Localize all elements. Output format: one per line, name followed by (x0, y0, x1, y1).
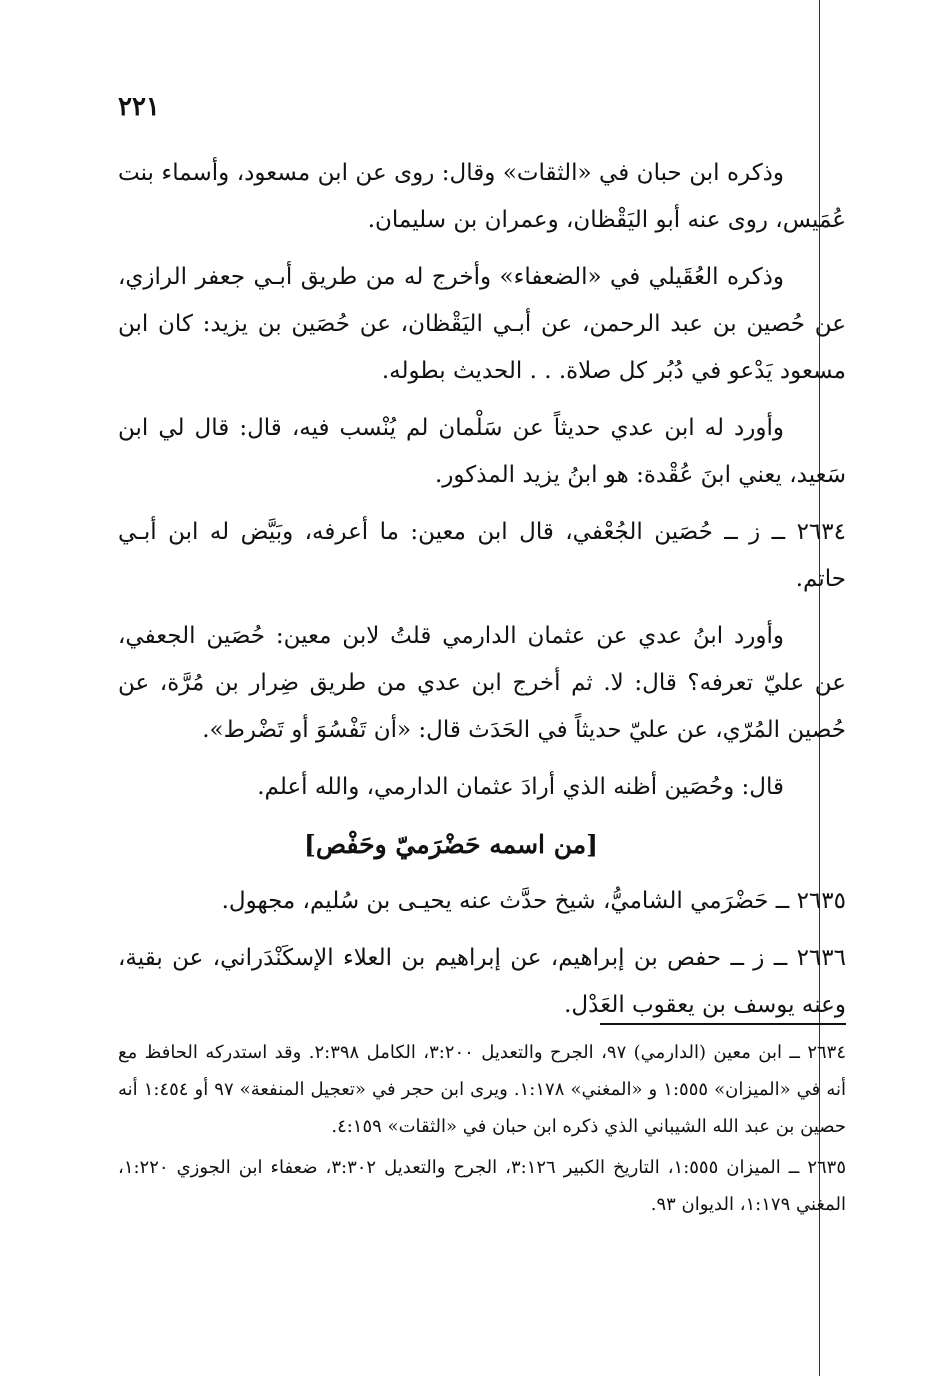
paragraph: وأورد له ابن عدي حديثاً عن سَلْمان لم يُنْسب فيه، قال: قال لي ابن سَعيد، يعني ابنَ عُقْدة: هو ابنُ يزيد المذكور. (118, 415, 846, 488)
page-number: ٢٢١ (118, 92, 160, 122)
section-heading: [من اسمه حَضْرَميّ وحَفْص] (304, 830, 598, 859)
footnotes (118, 1034, 846, 1227)
paragraph: وذكره ابن حبان في «الثقات» وقال: روى عن ابن مسعود، وأسماء بنت عُمَيس، روى عنه أبو اليَقْظان، وعمران بن سليمان. (118, 160, 846, 233)
main-text (118, 150, 846, 1039)
footnote-2635: ٢٦٣٥ ــ الميزان ١:٥٥٥، التاريخ الكبير ٣:١٢٦، الجرح والتعديل ٣:٣٠٢، ضعفاء ابن الجوزي ١:٢٢٠، المغني ١:١٧٩، الديوان ٩٣. (118, 1157, 847, 1215)
entry-2635: ٢٦٣٥ ــ حَضْرَمي الشاميُّ، شيخ حدَّث عنه يحيـى بن سُليم، مجهول. (221, 888, 846, 914)
entry-2634: ٢٦٣٤ ــ ز ــ حُصَين الجُعْفي، قال ابن معين: ما أعرفه، وبَيَّض له ابن أبـي حاتم. (118, 519, 846, 592)
footnote-divider (600, 1023, 846, 1025)
paragraph: وذكره العُقَيلي في «الضعفاء» وأخرج له من طريق أبـي جعفر الرازي، عن حُصين بن عبد الرحمن، عن أبـي اليَقْظان، عن حُصَين بن يزيد: كان ابن مسعود يَدْعو في دُبُر كل صلاة. . . الحديث بطوله. (118, 264, 846, 384)
paragraph: قال: وحُصَين أظنه الذي أرادَ عثمان الدارمي، والله أعلم. (257, 774, 784, 800)
footnote-2634: ٢٦٣٤ ــ ابن معين (الدارمي) ٩٧، الجرح والتعديل ٣:٢٠٠، الكامل ٢:٣٩٨. وقد استدركه الحافظ مع أنه في «الميزان» ١:٥٥٥ و «المغني» ١:١٧٨. ويرى ابن حجر في «تعجيل المنفعة» ٩٧ أو ١:٤٥٤ أنه حصين بن عبد الله الشيباني الذي ذكره ابن حبان في «الثقات» ٤:١٥٩. (118, 1042, 847, 1137)
entry-2636: ٢٦٣٦ ــ ز ــ حفص بن إبراهيم، عن إبراهيم بن العلاء الإسكَنْدَراني، عن بقية، وعنه يوسف بن يعقوب العَدْل. (118, 945, 846, 1018)
paragraph: وأورد ابنُ عدي عن عثمان الدارمي قلتُ لابن معين: حُصَين الجعفي، عن عليّ تعرفه؟ قال: لا. ثم أخرج ابن عدي من طريق ضِرار بن مُرَّة، عن حُصين المُرّي، عن عليّ حديثاً في الحَدَث قال: «أن تَفْسُوَ أو تَضْرط». (118, 623, 846, 743)
